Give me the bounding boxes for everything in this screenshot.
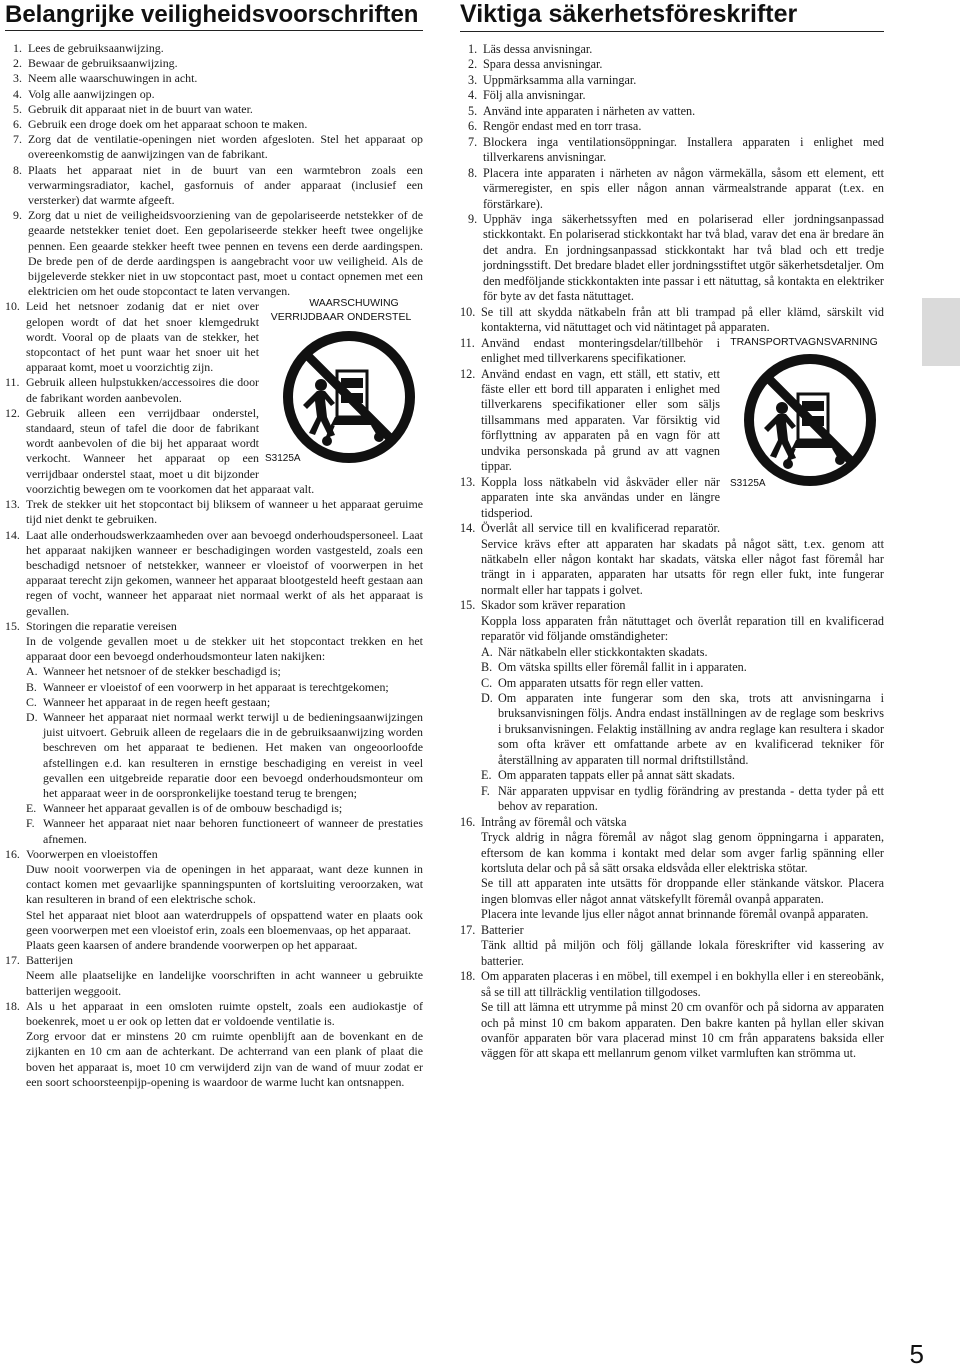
item-number: 9. — [468, 211, 478, 226]
item-text: Batterijen — [26, 953, 73, 968]
list-item — [5, 999, 423, 1090]
list-item — [460, 969, 884, 1062]
item-text: Batterier — [481, 922, 524, 937]
sub-text: Wanneer het apparaat gevallen is of de ombouw beschadigd is; — [43, 801, 343, 816]
list-item — [460, 88, 884, 103]
item-paragraph: In de volgende gevallen moet u de stekker uit het stopcontact trekken en het apparaat door een bevoegd onderhoudsmonteur laten nakijken: — [26, 633, 423, 664]
item-number: 11. — [5, 375, 20, 390]
item-paragraph: Tänk alltid på miljön och följ gällande lokala föreskrifter vid kassering av batterier. — [481, 938, 884, 968]
page-number: 5 — [909, 1339, 924, 1369]
item-number: 4. — [468, 88, 478, 103]
item-text: Intrång av föremål och vätska — [481, 814, 627, 829]
item-text: Skador som kräver reparation — [481, 598, 626, 613]
sub-text: Om vätska spillts eller föremål fallit in i apparaten. — [498, 660, 747, 675]
sub-letter: B. — [481, 660, 493, 675]
sub-list — [26, 664, 423, 846]
item-paragraph: Stel het apparaat niet bloot aan waterdruppels of opspattend water en plaats ook geen voorwerpen met een vloeistof erin, zoals een bloemenvaas, op het apparaat. — [26, 907, 423, 937]
list-item — [5, 528, 423, 619]
item-text: Om apparaten placeras i en möbel, till exempel i en bokhylla eller i en stereobänk, så se till att tillräcklig ventilation tillgodoses. — [481, 969, 884, 999]
sub-letter: C. — [481, 675, 493, 690]
list-item — [460, 135, 884, 166]
list-item — [460, 367, 884, 475]
sub-text: Wanneer het apparaat in de regen heeft gestaan; — [43, 694, 271, 709]
item-number: 14. — [5, 527, 20, 542]
list-item — [460, 923, 884, 969]
sub-list — [481, 645, 884, 815]
sub-letter: B. — [26, 679, 37, 694]
figure-label-top: WAARSCHUWING — [309, 297, 399, 310]
list-item — [460, 166, 884, 212]
item-text: Volg alle aanwijzingen op. — [28, 86, 155, 101]
sub-text: När apparaten uppvisar en tydlig förändring av prestanda - detta tyder på ett behov av reparation. — [498, 783, 884, 814]
sub-item — [481, 660, 884, 675]
sub-letter: D. — [26, 709, 38, 724]
item-text: Upphäv inga säkerhetssyften med en polariserad eller jordningsanpassad stickkontakt. En polariserad stickkontakt har två blad, varav det ena är bredare än det andra. En jordningsanpassad stickkontakt har två blad och ett tredje jordningsstift. Det bredare bladet eller jordningsstiftet utgör säkerhetsdetaljer. Om den medföljande stickkontakten inte passar i ett nätuttag, så kontakta en elektriker för byte av det fasta nätuttaget. — [483, 211, 884, 304]
list-item — [460, 104, 884, 119]
swedish-title: Viktiga säkerhetsföreskrifter — [460, 0, 798, 28]
item-paragraph: Neem alle plaatselijke en landelijke voorschriften in acht wanneer u gebruikte batterijen weggooit. — [26, 968, 423, 998]
list-item — [460, 119, 884, 134]
language-tab-marker — [922, 298, 960, 366]
sub-item — [26, 695, 423, 710]
list-item — [5, 132, 423, 162]
item-text: Voorwerpen en vloeistoffen — [26, 846, 158, 861]
list-item — [5, 71, 423, 86]
sub-text: Om apparaten utsatts för regn eller vatten. — [498, 675, 704, 690]
item-text: Överlåt all service till en kvalificerad reparatör. Service krävs efter att apparaten har skadats på något sätt, t.ex. genom att nätkabeln eller någon kontakt har skadats, vätska eller något fast föremål har trängt in i apparaten, apparaten har utsatts för regn eller fukt, inte fungerar normalt eller har tappats i golvet. — [481, 521, 884, 597]
item-text: Använd inte apparaten i närheten av vatten. — [483, 103, 696, 118]
list-item — [5, 117, 423, 132]
sub-letter: A. — [481, 644, 493, 659]
item-text: Spara dessa anvisningar. — [483, 57, 603, 72]
item-number: 4. — [13, 86, 22, 101]
title-rule — [460, 31, 884, 32]
item-text: Zorg dat u niet de veiligheidsvoorziening van de gepolariseerde netstekker of de geaarde netstekker teniet doet. Een gepolariseerde stekker heeft twee ongelijke pennen. Een geaarde stekker heeft twee pennen en tevens een derde aardingspen. De brede pen of de derde aardingspen is aangebracht voor uw veiligheid. Als de bijgeleverde stekker niet in uw stopcontact past, moet u contact opnemen met een elektricien om het oude stopcontact te laten vervangen. — [28, 208, 423, 299]
item-paragraph: Plaats geen kaarsen of andere brandende voorwerpen op het apparaat. — [26, 937, 358, 952]
list-item — [5, 619, 423, 847]
item-number: 3. — [468, 72, 478, 87]
figure-code: S3125A — [730, 477, 766, 489]
item-text: Koppla loss nätkabeln vid åskväder eller när apparaten inte ska användas under en längre tidsperiod. — [481, 474, 720, 520]
list-item — [5, 56, 423, 71]
item-number: 2. — [468, 57, 478, 72]
item-text: Använd endast en vagn, ett ställ, ett stativ, ett fäste eller ett bord till apparaten i enlighet med tillverkarens specifikationer eller som säljs tillsammans med apparaten. Var försiktig vid förflyttning av apparaten på en vagn för att undvika personskada på grund av att vagnen tippar. — [481, 366, 720, 474]
sub-item — [26, 680, 423, 695]
list-item — [460, 73, 884, 88]
title-rule — [5, 30, 423, 31]
figure-label: TRANSPORTVAGNSVARNING — [730, 335, 878, 348]
list-item — [5, 163, 423, 209]
item-number: 6. — [13, 117, 22, 132]
sub-text: Wanneer het apparaat niet normaal werkt terwijl u de bedieningsaanwijzingen juist uitvoert. Gebruik alleen de regelaars die in de gebruiksaanwijzing worden beschreven om het apparaat te bedienen. Het maken van ongeoorloofde afstellingen e.d. kan resulteren in ernstige beschadiging en vereist in veel gevallen een uitgebreide reparatie door een bevoegd onderhoudsmonteur om het apparaat weer in de oorspronkelijke toestand terug te brengen; — [43, 709, 423, 800]
list-item — [460, 815, 884, 923]
sub-text: Om apparaten tappats eller på annat sätt skadats. — [498, 768, 735, 783]
list-item — [5, 497, 423, 527]
item-number: 10. — [5, 299, 20, 314]
item-paragraph: Tryck aldrig in några föremål av något slag genom öppningarna i apparaten, eftersom de kan komma i kontakt med delar som avger farlig spänning eller kortsluta delar och på så sätt orsaka eldsvåda eller elektriska stötar. — [481, 830, 884, 876]
list-item — [460, 305, 884, 336]
sub-item — [481, 676, 884, 691]
sub-item — [26, 801, 423, 816]
list-item — [460, 598, 884, 814]
item-text: Gebruik dit apparaat niet in de buurt van water. — [28, 101, 253, 116]
list-item — [5, 87, 423, 102]
sub-letter: C. — [26, 694, 37, 709]
sub-item — [481, 784, 884, 815]
item-text: Leid het netsnoer zodanig dat er niet over gelopen wordt of dat het snoer klemgedrukt wordt. Vooral op de plaats van de stekker, het stopcontact of het punt waar het snoer uit het apparaat komt, moet u voorzichtig zijn. — [26, 299, 259, 375]
item-number: 5. — [468, 103, 478, 118]
item-number: 2. — [13, 56, 22, 71]
swedish-safety-list — [460, 42, 884, 1062]
item-number: 12. — [460, 366, 476, 381]
list-item — [5, 375, 423, 405]
item-number: 1. — [468, 42, 478, 56]
sub-letter: F. — [26, 816, 35, 831]
item-text: Rengör endast med en torr trasa. — [483, 119, 642, 134]
item-number: 13. — [460, 474, 476, 489]
item-text: Trek de stekker uit het stopcontact bij bliksem of wanneer u het apparaat geruime tijd niet denkt te gebruiken. — [26, 497, 423, 527]
sub-letter: F. — [481, 783, 490, 798]
item-number: 16. — [5, 846, 20, 861]
item-number: 15. — [460, 598, 476, 613]
sub-text: Wanneer er vloeistof of een voorwerp in het apparaat is terechtgekomen; — [43, 679, 389, 694]
item-paragraph: Placera inte levande ljus eller något annat brinnande föremål ovanpå apparaten. — [481, 907, 869, 922]
item-number: 7. — [468, 134, 478, 149]
sub-letter: A. — [26, 664, 38, 679]
item-number: 6. — [468, 119, 478, 134]
sub-text: Wanneer het apparaat niet naar behoren functioneert of wanneer de prestaties afnemen. — [43, 816, 423, 846]
item-text: Neem alle waarschuwingen in acht. — [28, 71, 198, 86]
item-text: Gebruik een droge doek om het apparaat schoon te maken. — [28, 117, 308, 132]
item-number: 17. — [5, 953, 20, 968]
list-item — [460, 57, 884, 72]
item-paragraph: Koppla loss apparaten från nätuttaget och överlåt reparation till en kvalificerad reparatör vid följande omständigheter: — [481, 613, 884, 644]
sub-text: Wanneer het netsnoer of de stekker beschadigd is; — [43, 664, 281, 679]
item-number: 18. — [5, 998, 20, 1013]
item-text: Als u het apparaat in een omsloten ruimte opstelt, zoals een audiokastje of boekenrek, moet u er ook op letten dat er voldoende ventilatie is. — [26, 998, 423, 1028]
sub-text: Om apparaten inte fungerar som den ska, trots att anvisningarna i bruksanvisningen följs. Andra endast inställningen av de reglage som beskrivs i bruksanvisningen. Felaktig inställning av andra reglage kan resultera i skador som ofta kräver ett omfattande arbete av en kvalificerad tekniker för återställning av apparaten till normal driftstillstånd. — [498, 691, 884, 767]
item-paragraph: Se till att lämna ett utrymme på minst 20 cm ovanför och på sidorna av apparaten och på minst 10 cm bakom apparaten. Den bakre kanten på hyllan eller skivan ovanför apparaten bör vara placerad minst 10 cm från apparatens baksida eller väggen för att skapa ett mellanrum genom vilket varmluften kan strömma ut. — [481, 1000, 884, 1061]
item-paragraph: Zorg ervoor dat er minstens 20 cm ruimte openblijft aan de bovenkant en de zijkanten en 10 cm aan de achterkant. De achterrand van een plank of plaat die boven het apparaat is, moet 10 cm verwijderd zijn van de wand of muur zodat er een soort schoorsteenpijp-opening is waardoor de warme lucht kan ontsnappen. — [26, 1029, 423, 1089]
dutch-title: Belangrijke veiligheidsvoorschriften — [5, 1, 419, 28]
list-item — [5, 208, 423, 299]
list-item — [5, 847, 423, 953]
item-text: Se till att skydda nätkabeln från att bli trampad på eller klämd, särskilt vid kontakterna, vid nätuttaget och vid nätintaget på apparaten. — [481, 304, 884, 335]
item-text: Följ alla anvisningar. — [483, 88, 586, 103]
item-text: Plaats het apparaat niet in de buurt van een warmtebron zoals een verwarmingsradiator, kachel, gasfornuis of ander apparaat (inclusief een versterker) dat warmte afgeeft. — [28, 162, 423, 208]
list-item — [5, 406, 423, 497]
sub-letter: E. — [481, 768, 492, 783]
item-number: 7. — [13, 132, 22, 147]
list-item — [5, 41, 423, 56]
item-text: Gebruik alleen een verrijdbaar onderstel, standaard, steun of tafel die door de fabrikant wordt aanbevolen of die bij het apparaat wordt verkocht. Wanneer het apparaat op een verrijdbaar onderstel staat, moet u dit bijzonder voorzichtig bewegen om te voorkomen dat het apparaat valt. — [26, 405, 315, 496]
figure-code: S3125A — [265, 453, 301, 465]
item-number: 13. — [5, 497, 20, 512]
item-text: Storingen die reparatie vereisen — [26, 618, 177, 633]
item-number: 17. — [460, 922, 476, 937]
item-text: Laat alle onderhoudswerkzaamheden over aan bevoegd onderhoudspersoneel. Laat het apparaat nakijken wanneer er beschadigingen worden vastgesteld, zoals een beschadigd netsnoer of netstekker, wanneer er vloeistof of voorwerpen in het apparaat terecht zijn gekomen, wanneer het apparaat blootgesteld heeft gestaan aan regen of vocht, wanneer het apparaat niet normaal werkt of als het apparaat is gevallen. — [26, 527, 423, 618]
list-item — [460, 521, 884, 598]
list-item — [5, 953, 423, 999]
item-number: 5. — [13, 101, 22, 116]
dutch-safety-list — [5, 41, 423, 1090]
item-paragraph: Duw nooit voorwerpen via de openingen in het apparaat, want deze kunnen in contact komen met gevaarlijke spanningspunten of kortsluiting veroorzaken, wat kan resulteren in brand of een elektrische schok. — [26, 861, 423, 907]
item-number: 16. — [460, 814, 476, 829]
item-text: Blockera inga ventilationsöppningar. Installera apparaten i enlighet med tillverkarens anvisningar. — [483, 134, 884, 165]
dutch-column — [5, 0, 423, 1090]
item-text: Använd endast monteringsdelar/tillbehör i enlighet med tillverkarens specifikationer. — [481, 335, 720, 366]
item-text: Läs dessa anvisningar. — [483, 42, 593, 56]
item-text: Zorg dat de ventilatie-openingen niet worden afgesloten. Stel het apparaat op overeenkomstig de aanwijzingen van de fabrikant. — [28, 132, 423, 162]
item-number: 14. — [460, 521, 476, 536]
sub-letter: D. — [481, 691, 493, 706]
sub-item — [481, 768, 884, 783]
item-number: 12. — [5, 405, 20, 420]
sub-item — [481, 645, 884, 660]
figure-label-bottom: VERRIJDBAAR ONDERSTEL — [270, 311, 412, 324]
list-item — [5, 102, 423, 117]
sub-item — [481, 691, 884, 768]
item-number: 8. — [13, 162, 22, 177]
item-number: 11. — [460, 335, 475, 350]
sub-item — [26, 710, 423, 801]
list-item — [460, 475, 884, 521]
item-text: Bewaar de gebruiksaanwijzing. — [28, 56, 178, 71]
list-item — [460, 42, 884, 57]
item-text: Lees de gebruiksaanwijzing. — [28, 41, 164, 55]
item-paragraph: Se till att apparaten inte utsätts för droppande eller stänkande vätskor. Placera ingen blomvas eller något annat vätskefyllt föremål ovanpå apparaten. — [481, 876, 884, 906]
sub-text: När nätkabeln eller stickkontakten skadats. — [498, 644, 708, 659]
item-number: 15. — [5, 618, 20, 633]
sub-item — [26, 816, 423, 846]
item-text: Gebruik alleen hulpstukken/accessoires die door de fabrikant worden aanbevolen. — [26, 375, 259, 405]
sub-letter: E. — [26, 801, 37, 816]
item-text: Uppmärksamma alla varningar. — [483, 72, 637, 87]
list-item — [460, 212, 884, 305]
item-number: 18. — [460, 969, 476, 984]
item-number: 1. — [13, 41, 22, 55]
swedish-column — [460, 0, 884, 1062]
item-number: 10. — [460, 304, 476, 319]
item-number: 9. — [13, 208, 22, 223]
sub-item — [26, 664, 423, 679]
item-number: 3. — [13, 71, 22, 86]
item-number: 8. — [468, 165, 478, 180]
item-text: Placera inte apparaten i närheten av någon värmekälla, såsom ett element, ett värmeregister, en spis eller någon annan värmealstrande apparat (t.ex. en förstärkare). — [483, 165, 884, 211]
